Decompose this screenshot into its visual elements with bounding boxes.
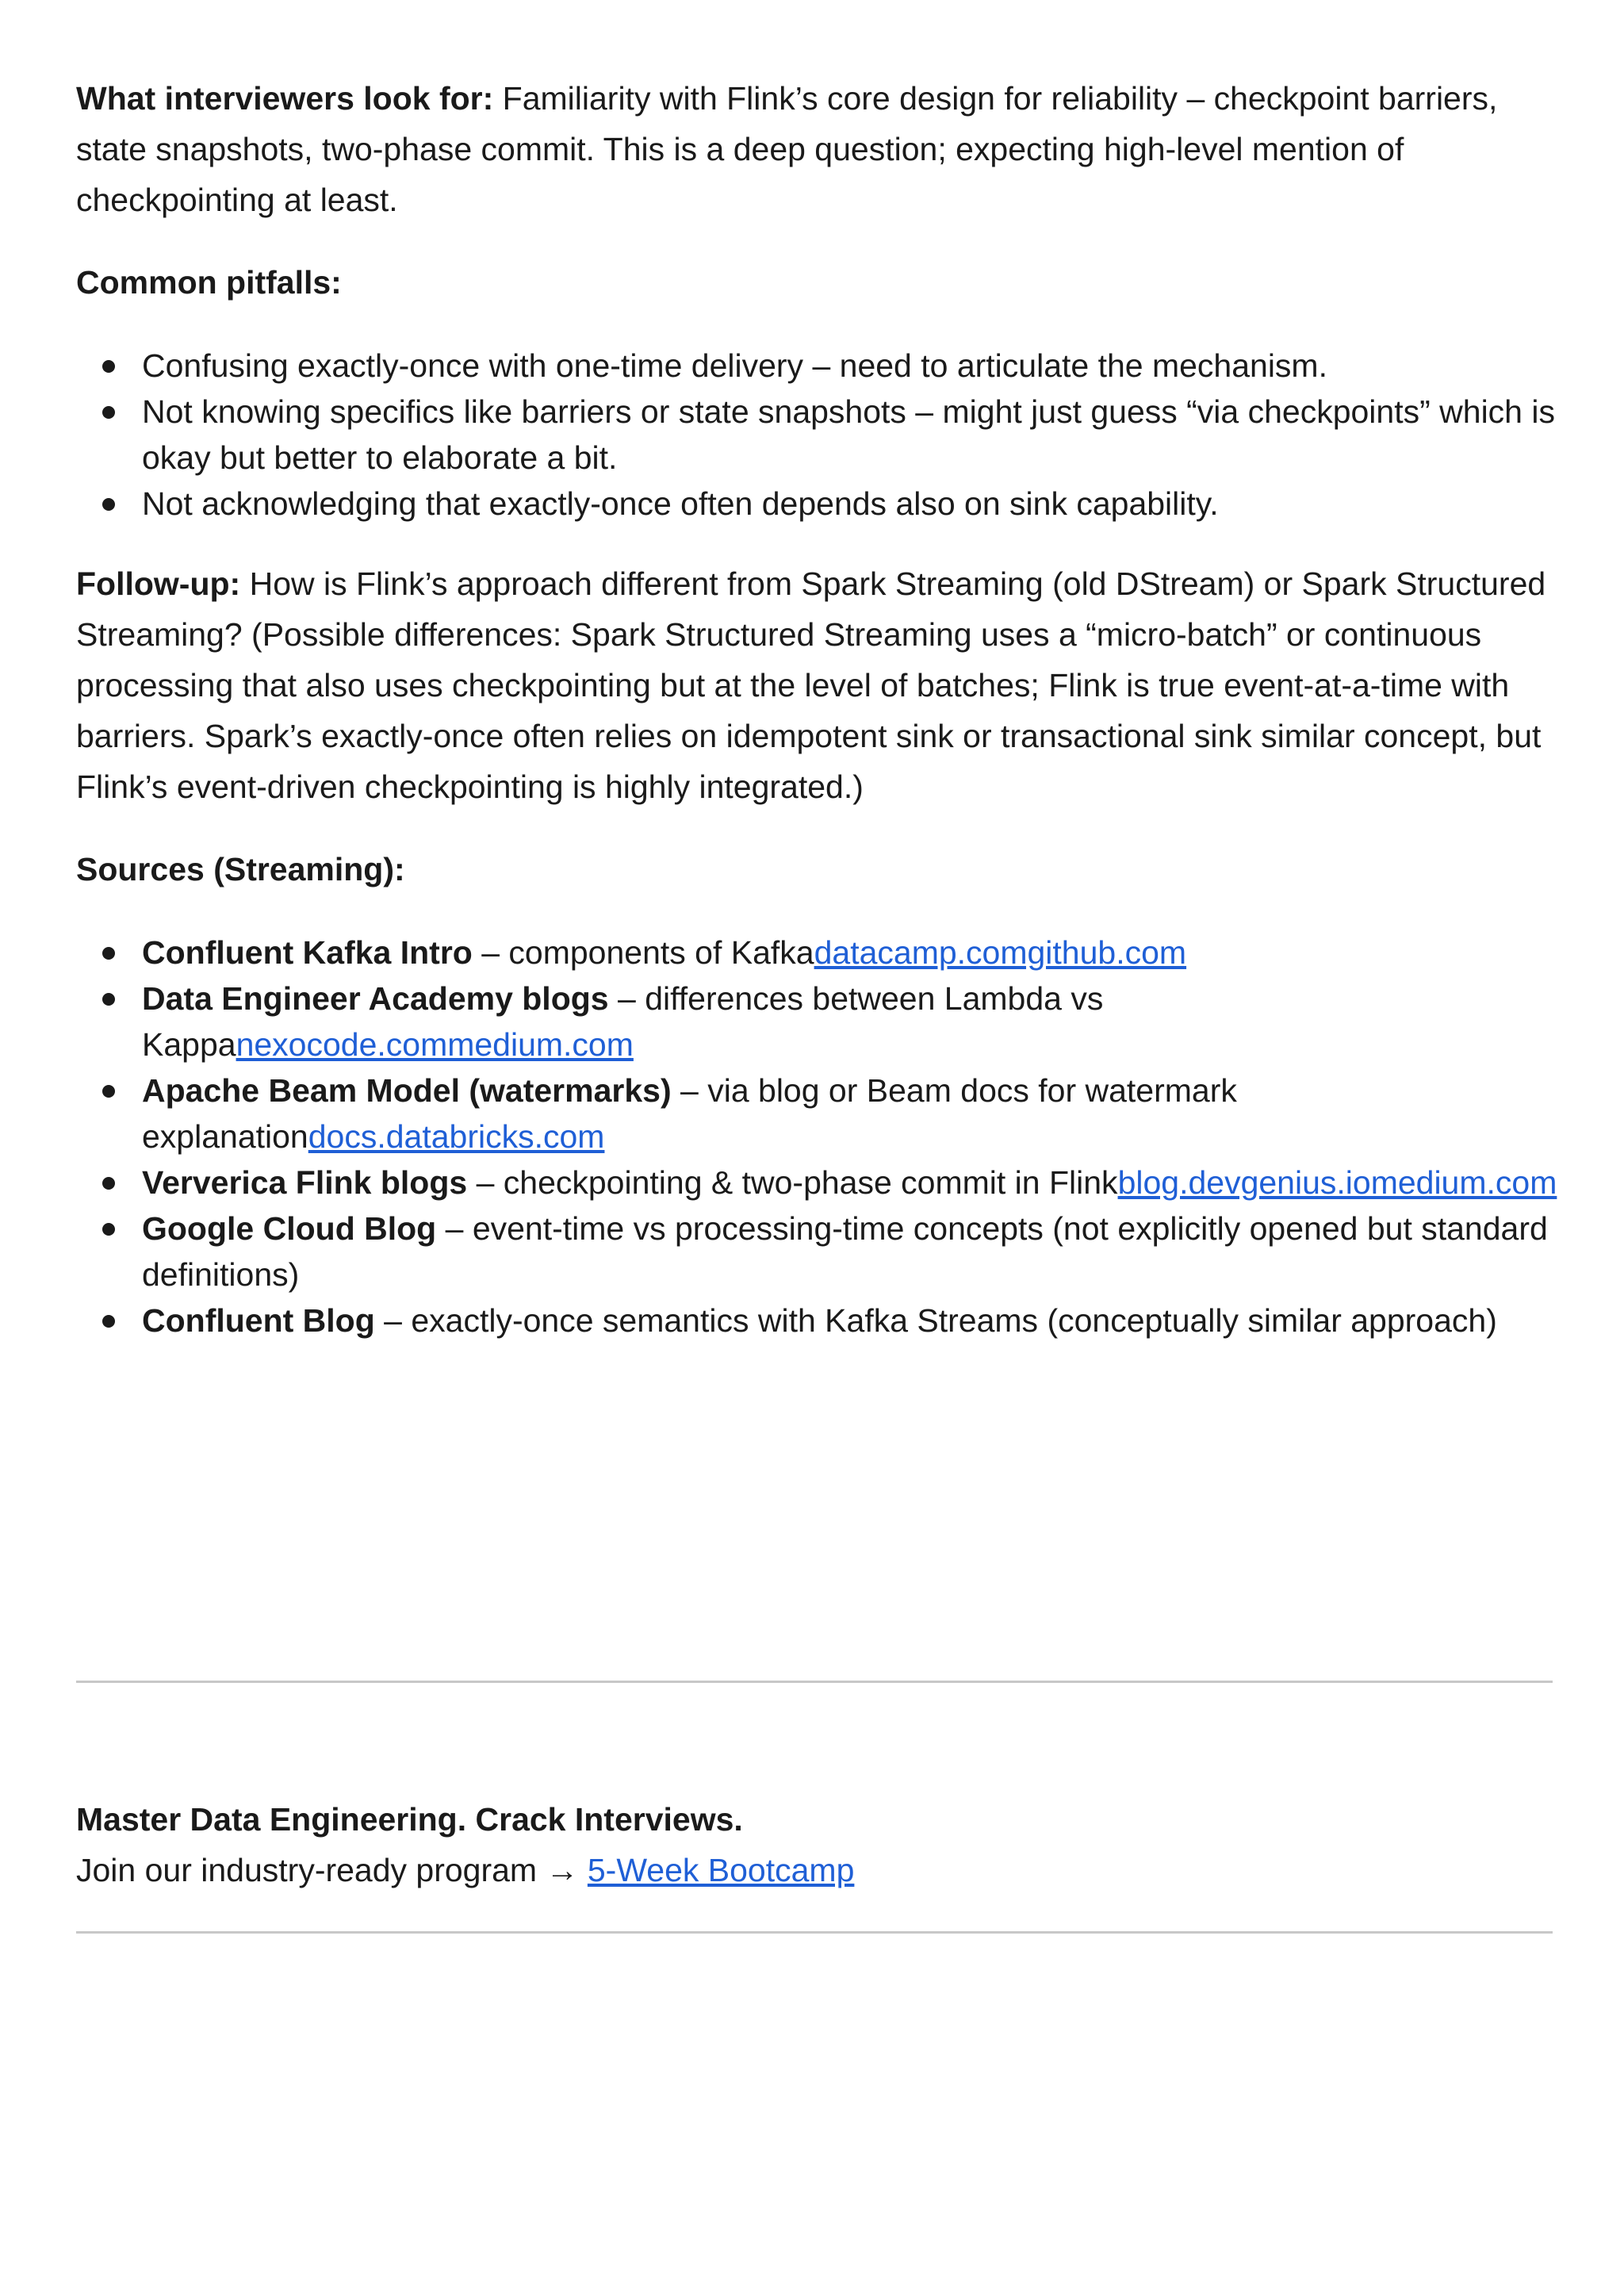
source-item xyxy=(76,1068,1559,1159)
bootcamp-link[interactable]: 5-Week Bootcamp xyxy=(587,1852,855,1888)
source-link[interactable]: datacamp.comgithub.com xyxy=(814,934,1187,971)
sources-heading-text: Sources (Streaming): xyxy=(76,851,405,887)
source-title: Apache Beam Model (watermarks) xyxy=(142,1072,672,1109)
source-title: Confluent Kafka Intro xyxy=(142,934,473,971)
source-link[interactable]: docs.databricks.com xyxy=(308,1118,605,1155)
interviewers-label: What interviewers look for: xyxy=(76,80,494,117)
source-text: – exactly-once semantics with Kafka Streams (conceptually similar approach) xyxy=(374,1302,1497,1339)
source-text: – via blog or Beam docs for watermark explanation xyxy=(142,1072,1237,1155)
footer-title xyxy=(76,1794,1559,1845)
pitfalls-heading xyxy=(76,257,1559,308)
divider-bottom xyxy=(76,1931,1553,1934)
followup-label: Follow-up: xyxy=(76,565,241,602)
source-item xyxy=(76,976,1559,1068)
footer-join-text: Join our industry-ready program → xyxy=(76,1852,588,1888)
divider-top xyxy=(76,1681,1553,1683)
sources-list xyxy=(76,930,1559,1343)
source-text: – components of Kafka xyxy=(472,934,814,971)
source-title: Ververica Flink blogs xyxy=(142,1164,468,1201)
followup-text: How is Flink’s approach different from Spark Streaming (old DStream) or Spark Structured Streaming? (Possible differences: Spark Structured Streaming uses a “micro-batch” or continuous processing that also uses checkpointing but at the level of batches; Flink is true event-at-a-time with barriers. Spark’s exactly-once often relies on idempotent sink or transactional sink similar concept, but Flink’s event-driven checkpointing is highly integrated.) xyxy=(76,565,1546,805)
list-item: Not acknowledging that exactly-once often depends also on sink capability. xyxy=(76,481,1559,527)
footer-promo xyxy=(76,1794,1559,1895)
interviewers-text: Familiarity with Flink’s core design for reliability – checkpoint barriers, state snapshots, two-phase commit. This is a deep question; expecting high-level mention of checkpointing at least. xyxy=(76,80,1498,218)
footer-join-line xyxy=(76,1845,1559,1895)
source-link[interactable]: nexocode.commedium.com xyxy=(236,1026,634,1063)
followup-paragraph xyxy=(76,558,1559,812)
footer-title-text: Master Data Engineering. Crack Interviews. xyxy=(76,1801,743,1838)
source-item xyxy=(76,930,1559,976)
source-text: – event-time vs processing-time concepts (not explicitly opened but standard definitions) xyxy=(142,1210,1548,1293)
interviewers-paragraph xyxy=(76,73,1559,225)
source-title: Google Cloud Blog xyxy=(142,1210,437,1247)
source-text: – checkpointing & two-phase commit in Flink xyxy=(467,1164,1118,1201)
source-title: Data Engineer Academy blogs xyxy=(142,980,609,1017)
source-title: Confluent Blog xyxy=(142,1302,375,1339)
list-item: Confusing exactly-once with one-time delivery – need to articulate the mechanism. xyxy=(76,343,1559,389)
source-link[interactable]: blog.devgenius.iomedium.com xyxy=(1117,1164,1557,1201)
source-item xyxy=(76,1159,1559,1205)
pitfalls-heading-text: Common pitfalls: xyxy=(76,264,342,301)
sources-heading xyxy=(76,844,1559,895)
list-item: Not knowing specifics like barriers or state snapshots – might just guess “via checkpoints” which is okay but better to elaborate a bit. xyxy=(76,389,1559,481)
document-body xyxy=(76,73,1559,1375)
source-item xyxy=(76,1297,1559,1343)
source-item xyxy=(76,1205,1559,1297)
pitfalls-list xyxy=(76,343,1559,527)
source-text: – differences between Lambda vs Kappa xyxy=(142,980,1104,1063)
